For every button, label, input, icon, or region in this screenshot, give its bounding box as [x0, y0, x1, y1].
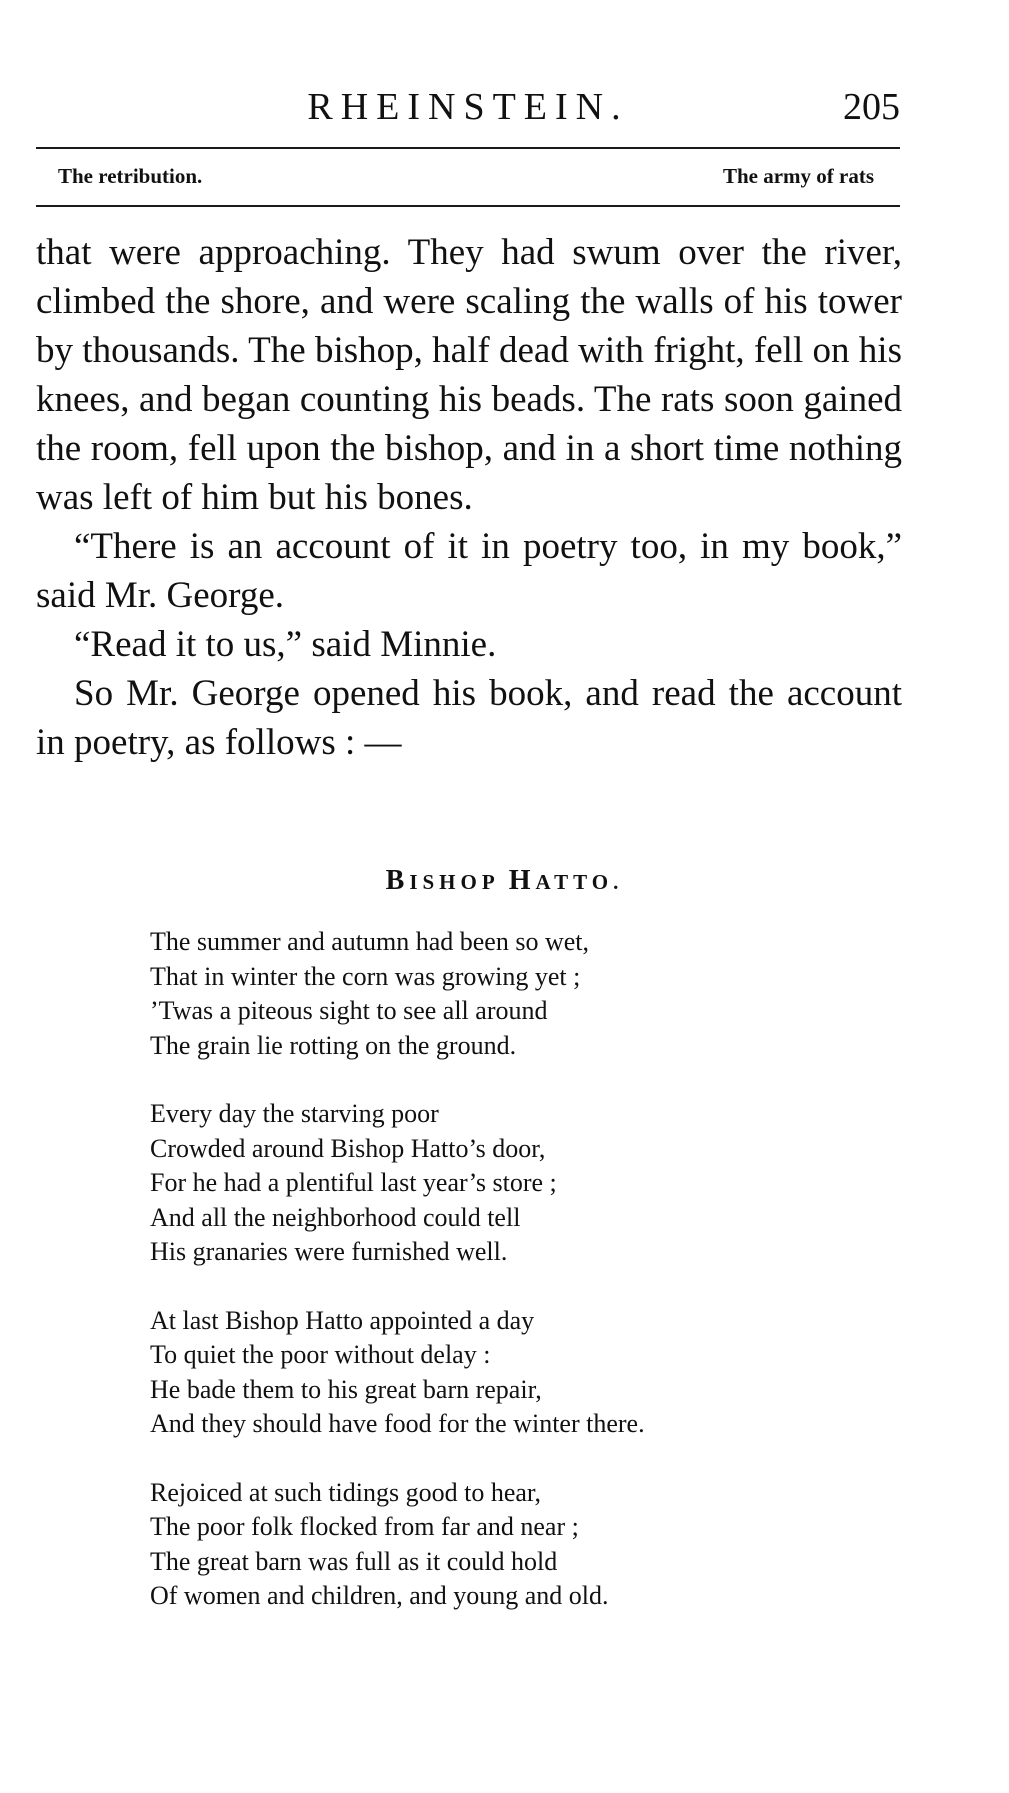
poem-title-part: ISHOP [409, 870, 499, 894]
prose-paragraph: that were approaching. They had swum over the river, climbed the shore, and were scaling the walls of his tower by thousands. The bishop, half dead with fright, fell on his knees, and began counting his beads. The rats soon gained the room, fell upon the bishop, and in a short time nothing was left of him but his bones. [36, 232, 902, 518]
poem-title-initial: H [508, 865, 536, 896]
page-number: 205 [843, 86, 900, 128]
prose-text [36, 228, 902, 767]
poem-line: To quiet the poor without delay : [150, 1340, 491, 1369]
poem-line: The summer and autumn had been so wet, [150, 927, 589, 956]
poem-line: Of women and children, and young and old. [150, 1581, 609, 1610]
poem-line: ’Twas a piteous sight to see all around [150, 996, 548, 1025]
poem-title [0, 866, 1009, 897]
poem-line: For he had a plentiful last year’s store ; [150, 1168, 557, 1197]
poem-line: And all the neighborhood could tell [150, 1202, 521, 1232]
marginal-note-left: The retribution. [58, 164, 203, 188]
prose-paragraph: “Read it to us,” said Minnie. [74, 624, 497, 665]
poem-line: He bade them to his great barn repair, [150, 1374, 542, 1404]
poem-line: His granaries were furnished well. [150, 1237, 508, 1266]
poem-line: That in winter the corn was growing yet ; [150, 961, 581, 991]
stanza [150, 925, 950, 1063]
header-rule-top [36, 147, 900, 149]
stanza [150, 1476, 950, 1614]
poem-title-initial: B [385, 865, 410, 896]
prose-paragraph: So Mr. George opened his book, and read the account in poetry, as follows : — [36, 673, 902, 763]
marginal-note-right: The army of rats [722, 164, 874, 188]
poem-line: Crowded around Bishop Hatto’s door, [150, 1133, 546, 1163]
poem-line: And they should have food for the winter there. [150, 1409, 645, 1438]
poem-line: The great barn was full as it could hold [150, 1546, 558, 1576]
prose-paragraph: “There is an account of it in poetry too, in my book,” said Mr. George. [36, 526, 902, 616]
poem [150, 925, 950, 1648]
poem-line: The poor folk flocked from far and near ; [150, 1512, 579, 1541]
poem-line: At last Bishop Hatto appointed a day [150, 1305, 535, 1335]
running-title: RHEINSTEIN. [307, 86, 629, 128]
poem-title-part: ATTO. [535, 870, 624, 894]
poem-line: Every day the starving poor [150, 1099, 439, 1128]
poem-line: Rejoiced at such tidings good to hear, [150, 1477, 542, 1507]
poem-line: The grain lie rotting on the ground. [150, 1030, 517, 1060]
stanza [150, 1097, 950, 1270]
running-head [36, 82, 900, 132]
header-rule-bottom [36, 205, 900, 207]
stanza [150, 1304, 950, 1442]
